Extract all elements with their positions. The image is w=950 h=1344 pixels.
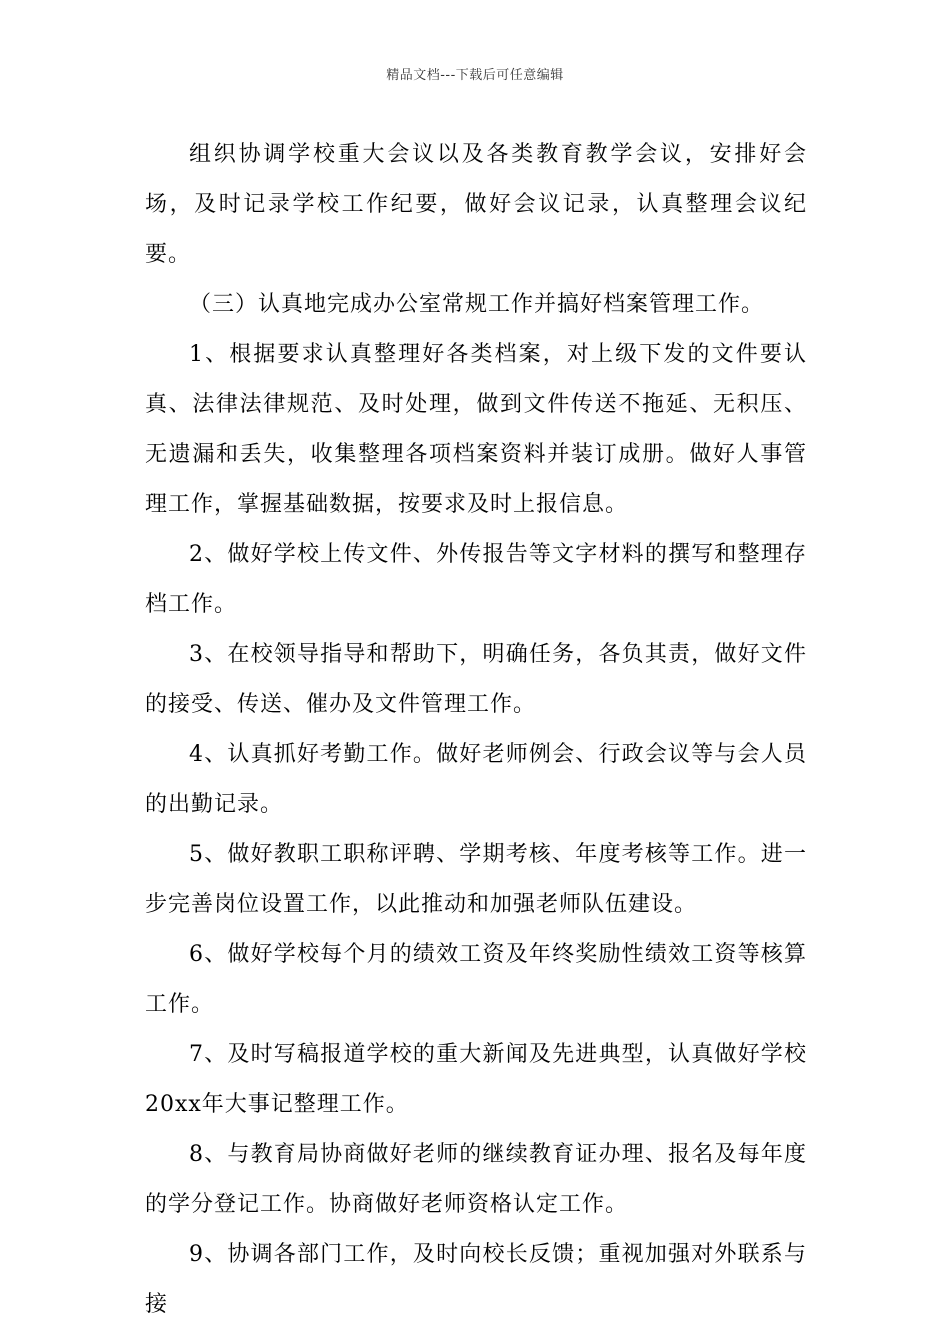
list-item-8: 8、与教育局协商做好老师的继续教育证办理、报名及每年度的学分登记工作。协商做好老师资格认定工作。 [145, 1142, 807, 1217]
list-item-4: 4、认真抓好考勤工作。做好老师例会、行政会议等与会人员的出勤记录。 [145, 742, 807, 817]
list-item-3: 3、在校领导指导和帮助下，明确任务，各负其责，做好文件的接受、传送、催办及文件管理工作。 [145, 642, 807, 717]
list-item-2: 2、做好学校上传文件、外传报告等文字材料的撰写和整理存档工作。 [145, 542, 807, 617]
list-item-9: 9、协调各部门工作，及时向校长反馈；重视加强对外联系与接 [145, 1242, 807, 1317]
list-item-5: 5、做好教职工职称评聘、学期考核、年度考核等工作。进一步完善岗位设置工作，以此推动和加强老师队伍建设。 [145, 842, 807, 917]
list-item-6: 6、做好学校每个月的绩效工资及年终奖励性绩效工资等核算工作。 [145, 942, 807, 1017]
page-header: 精品文档---下载后可任意编辑 [386, 68, 564, 83]
list-item-1: 1、根据要求认真整理好各类档案，对上级下发的文件要认真、法律法律规范、及时处理，做到文件传送不拖延、无积压、无遗漏和丢失，收集整理各项档案资料并装订成册。做好人事管理工作，掌握基础数据，按要求及时上报信息。 [145, 342, 807, 517]
list-item-7: 7、及时写稿报道学校的重大新闻及先进典型，认真做好学校20xx年大事记整理工作。 [145, 1042, 807, 1117]
paragraph-meetings: 组织协调学校重大会议以及各类教育教学会议，安排好会场，及时记录学校工作纪要，做好会议记录，认真整理会议纪要。 [145, 142, 807, 267]
document-body [145, 130, 807, 1330]
section-heading-3: （三）认真地完成办公室常规工作并搞好档案管理工作。 [189, 292, 765, 317]
